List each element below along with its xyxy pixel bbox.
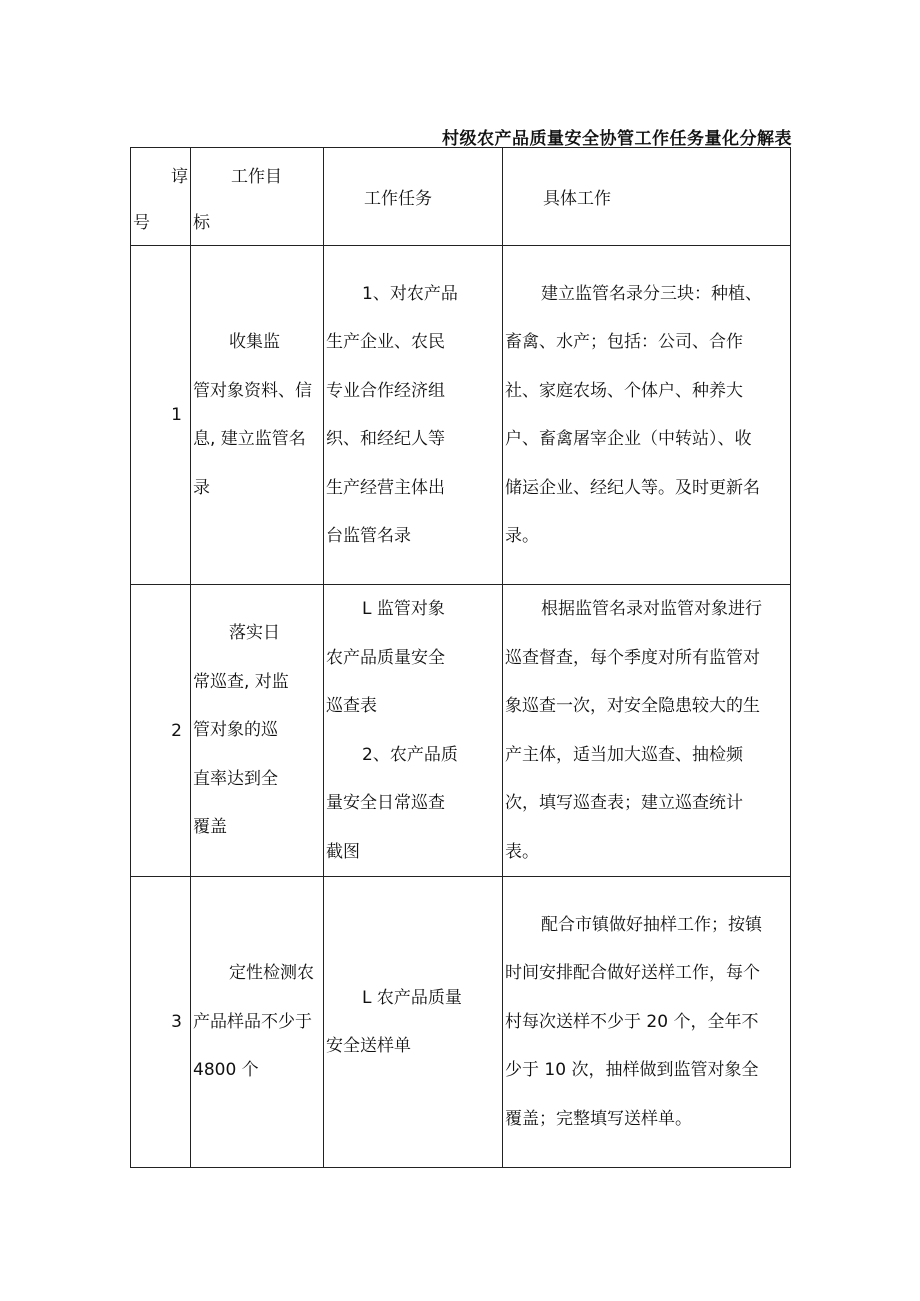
row-goal: 定性检测农 产品样品不少于 4800 个 — [191, 877, 324, 1168]
page-title: 村级农产品质量安全协管工作任务量化分解表 — [442, 129, 792, 149]
header-task: 工作任务 — [324, 148, 503, 246]
table-row — [131, 877, 791, 1168]
header-work: 具体工作 — [503, 148, 791, 246]
row-task: L 监管对象 农产品质量安全 巡查表 2、农产品质 量安全日常巡查 截图 — [324, 585, 503, 877]
row-number: 3 — [131, 877, 191, 1168]
table-row — [131, 585, 791, 877]
row-number: 2 — [131, 585, 191, 877]
header-seq-bottom: 号 — [133, 213, 150, 233]
header-goal — [191, 148, 324, 246]
row-work: 配合市镇做好抽样工作；按镇 时间安排配合做好送样工作，每个 村每次送样不少于 20 个，全年不 少于 10 次，抽样做到监管对象全 覆盖；完整填写送样单。 — [503, 877, 791, 1168]
header-goal-bottom: 标 — [193, 213, 210, 233]
header-seq-top: 谆 — [171, 167, 188, 187]
row-task: L 农产品质量 安全送样单 — [324, 877, 503, 1168]
header-seq — [131, 148, 191, 246]
row-number: 1 — [131, 246, 191, 585]
row-goal: 落实日 常巡查, 对监 管对象的巡 直率达到全 覆盖 — [191, 585, 324, 877]
row-work: 根据监管名录对监管对象进行 巡查督查，每个季度对所有监管对 象巡查一次，对安全隐患较大的生 产主体，适当加大巡查、抽检频 次，填写巡查表；建立巡查统计 表。 — [503, 585, 791, 877]
task-table — [130, 147, 791, 1168]
table-row — [131, 246, 791, 585]
header-goal-top: 工作目 — [231, 167, 282, 187]
row-task: 1、对农产品 生产企业、农民 专业合作经济组 织、和经纪人等 生产经营主体出 台监管名录 — [324, 246, 503, 585]
table-header-row — [131, 148, 791, 246]
row-work: 建立监管名录分三块：种植、 畜禽、水产；包括：公司、合作 社、家庭农场、个体户、种养大 户、畜禽屠宰企业（中转站）、收 储运企业、经纪人等。及时更新名 录。 — [503, 246, 791, 585]
row-goal: 收集监 管对象资料、信 息, 建立监管名 录 — [191, 246, 324, 585]
